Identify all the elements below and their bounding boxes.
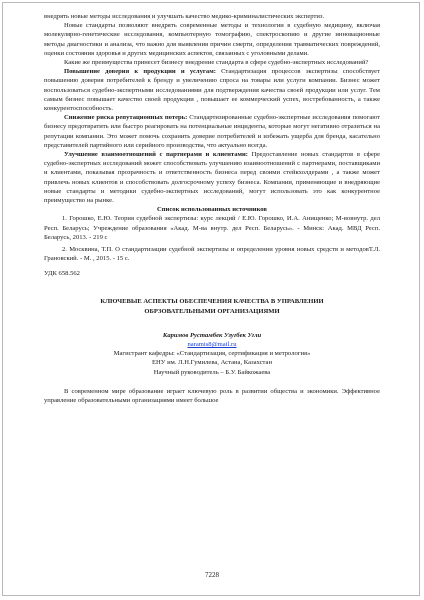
intro-paragraph: В современном мире образование играет ключевую роль в развитии общества и экономики. Эффективное управление образовательными организациями имеет большое — [44, 387, 380, 404]
benefit-heading: Снижение риска репутационных потерь: — [64, 114, 188, 122]
supervisor: Научный руководитель – Б.У. Байкожаева — [153, 368, 271, 376]
benefit-text: Стандартизированные судебно-экспертные исследования помогают бизнесу предотвратить или быстро реагировать на потенциальные инциденты, которые могут негативно отразиться на репутации компании. Это может помочь сохранить доверие потребителей и избежать ущерба для бренда, касательно представителей партийного или серийного производства, что актуально всегда. — [44, 114, 381, 149]
document-page — [44, 12, 380, 405]
page-number: 7228 — [205, 571, 219, 579]
benefit-paragraph — [44, 67, 380, 113]
paragraph: внедрять новые методы исследования и улучшать качество медико-криминалистических экспертиз. — [44, 13, 325, 20]
paragraph: Новые стандарты позволяют внедрять современные методы и технологии в судебную медицину, включая молекулярно-генетические исследования, компьютерную томографию, спектроскопию и другие инновационные методы диагностики и анализа, что важно для выявления причин смерти, определения травматических повреждений, оценки состояния здоровья и других медицинских аспектов, связанных с уголовными делами. — [44, 22, 380, 57]
benefit-text: Стандартизация процессов экспертизы способствует повышению доверия потребителей к бренду и увеличению спроса на товары или услуги компании. Бизнес может воспользоваться судебно-экспертными исследованиями для подтверждения качества своей продукции или услуг. Тем самым бизнес повышает качество своей продукции , повышает ее коммерческий успех, востребованность, а также конкурентоспособность. — [44, 68, 380, 113]
paragraph: Какие же преимущества принесет бизнесу внедрение стандарта в сфере судебно-экспертных исследований? — [64, 59, 369, 67]
affiliation-department: Магистрант кафедры: «Стандартизация, сертификация и метрология» — [113, 350, 311, 358]
article-title — [44, 297, 380, 317]
reference-item: 1. Горошко, Е.Ю. Теория судебной экспертизы: курс лекций / Е.Ю. Горошко, И.А. Анищенко; М-вовнутр. дел Респ. Беларусь; Учреждение образования «Акад. М-ва внутр. дел Респ. Беларусь». - Минск: Акад. МВД Респ. Беларусь, 2013. - 219 с — [44, 215, 380, 241]
article-title-line: КЛЮЧЕВЫЕ АСПЕКТЫ ОБЕСПЕЧЕНИЯ КАЧЕСТВА В УПРАВЛЕНИИ — [100, 297, 324, 305]
benefit-heading: Повышение доверия к продукции и услугам: — [64, 68, 216, 76]
benefit-paragraph — [44, 150, 380, 205]
benefit-text: Предоставление новых стандартов в сфере судебно-экспертных исследований может способствовать улучшению взаимоотношений с партнерами, поставщиками и клиентами, показывая прозрачность и ответственность бизнеса перед своими стейкхолдерами , а также может привлечь новых клиентов и способствовать долгосрочному успеху бизнеса. Компании, применяющие и внедряющие новые стандарты и методики судебно-экспертных исследований, могут использовать это как конкурентное преимущество на рынке. — [44, 151, 381, 205]
reference-item: 2. Москвина, Т.П. О стандартизации судебной экспертизы и определении уровня новых средств и методовТ.Л. Грановский. - М. , 2015. - 15 с. — [44, 246, 380, 263]
benefit-paragraph — [44, 113, 380, 150]
affiliation-university: ЕНУ им. Л.Н.Гумилева, Астана, Казахстан — [152, 359, 272, 367]
article-title-line: ОБРЗОВАТЕЛЬНЫМИ ОРГАНИЗАЦИЯМИ — [144, 307, 280, 315]
references-heading: Список использованных источников — [157, 206, 267, 214]
author-email-link[interactable]: naramis8@mail.ru — [187, 340, 237, 348]
udk-code: УДК 658.562 — [44, 270, 80, 278]
author-name: Каримов Рустамбек Узугбек Угли — [162, 331, 262, 339]
benefit-heading: Улучшение взаимоотношений с партнерами и клиентами: — [64, 151, 249, 159]
